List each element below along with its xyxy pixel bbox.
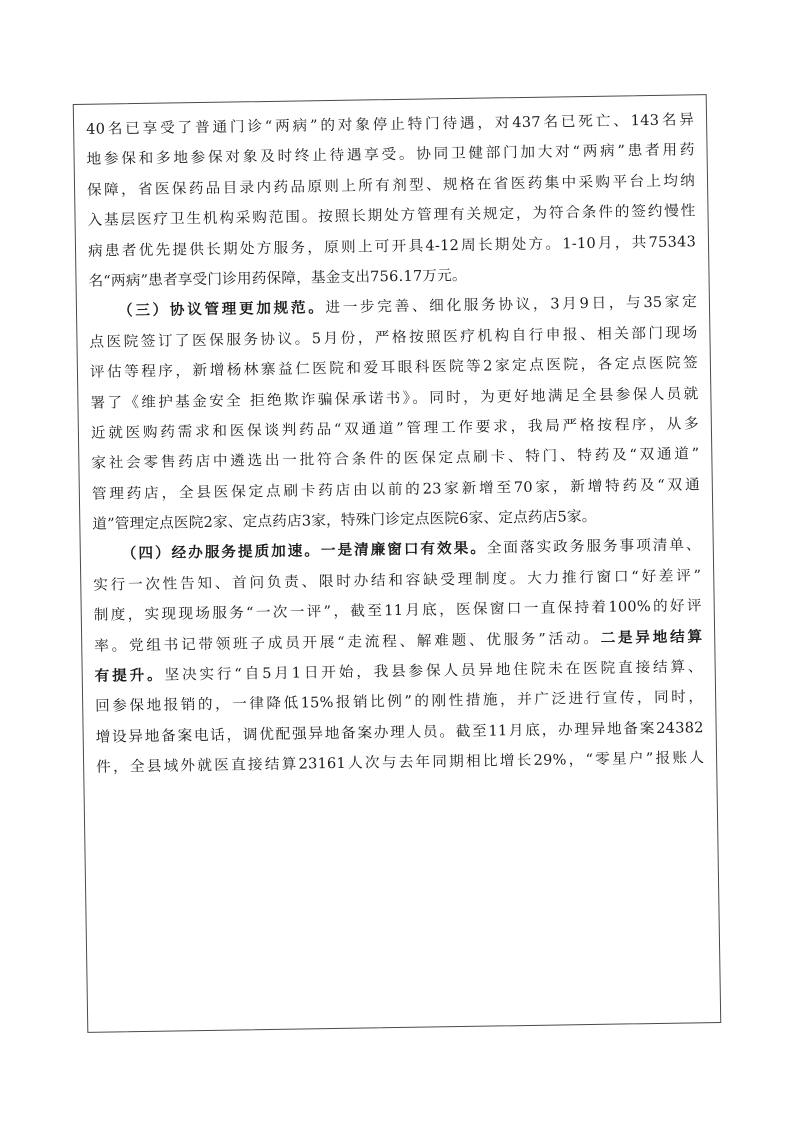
subheading-text: 二是异地结算 — [600, 627, 703, 647]
text-span: 病患者优先提供长期处方服务，原则上可开具4-12周长期处方。1-10月，共75343 — [87, 232, 697, 260]
text-span: 坚决实行“自5月1日开始，我县参保人员异地住院未在医院直接结算、 — [164, 658, 703, 684]
text-span: 入基层医疗卫生机构采购范围。按照长期处方管理有关规定，为符合条件的签约慢性 — [87, 202, 696, 229]
text-span: 保障，省医保药品目录内药品原则上所有剂型、规格在省医药集中采购平台上均纳 — [86, 172, 696, 199]
heading-text: （四）经办服务提质加速。一是清廉窗口有效果。 — [121, 540, 487, 563]
text-span: 道”管理定点医院2家、定点药店3家，特殊门诊定点医院6家、定点药店5家。 — [92, 507, 597, 533]
text-span: 回参保地报销的，一律降低15%报销比例”的刚性措施，并广泛进行宣传，同时， — [95, 688, 704, 716]
text-span: 率。党组书记带领班子成员开展“走流程、解难题、优服务”活动。 — [94, 629, 601, 655]
text-span: 点医院签订了医保服务协议。5月份，严格按照医疗机构自行申报、相关部门现场 — [89, 323, 698, 351]
subheading-text: 有提升。 — [94, 666, 165, 685]
text-span: 名“两病”患者享受门诊用药保障，基金支出756.17万元。 — [88, 266, 467, 290]
text-span: 地参保和多地参保对象及时终止待遇享受。协同卫健部门加大对“两病”患者用药 — [86, 141, 695, 169]
text-span: 管理药店，全县医保定点刷卡药店由以前的23家新增至70家，新增特药及“双通 — [91, 475, 700, 503]
text-span: 全面落实政务服务事项清单、 — [486, 536, 701, 558]
text-span: 评估等程序，新增杨林寨益仁医院和爱耳眼科医院等2家定点医院，各定点医院签 — [89, 354, 699, 381]
text-span: 制度，实现现场服务“一次一评”，截至11月底，医保窗口一直保持着100%的好评 — [93, 597, 702, 625]
text-span: 署了《维护基金安全 拒绝欺诈骗保承诺书》。同时，为更好地满足全县参保人员就 — [90, 384, 699, 412]
text-span: 40名已享受了普通门诊“两病”的对象停止特门待遇，对437名已死亡、143名异 — [86, 111, 695, 138]
text-span: 件，全县域外就医直接结算23161人次与去年同期相比增长29%，“零星户”报账人 — [96, 749, 705, 776]
text-span: 近就医购药需求和医保谈判药品“双通道”管理工作要求，我局严格按程序，从多 — [90, 415, 699, 442]
text-span: 增设异地备案电话，调优配强异地备案办理人员。截至11月底，办理异地备案24382 — [95, 719, 704, 746]
text-span: 进一步完善、细化服务协议，3月9日，与35家定 — [325, 293, 698, 317]
body-text — [86, 105, 704, 783]
page-frame — [73, 94, 722, 1033]
text-span: 家社会零售药店中遴选出一批符合条件的医保定点刷卡、特门、特药及“双通道” — [91, 445, 700, 473]
text-span: 实行一次性告知、首问负责、限时办结和容缺受理制度。大力推行窗口“好差评” — [93, 567, 702, 594]
heading-text: （三）协议管理更加规范。 — [117, 299, 326, 320]
